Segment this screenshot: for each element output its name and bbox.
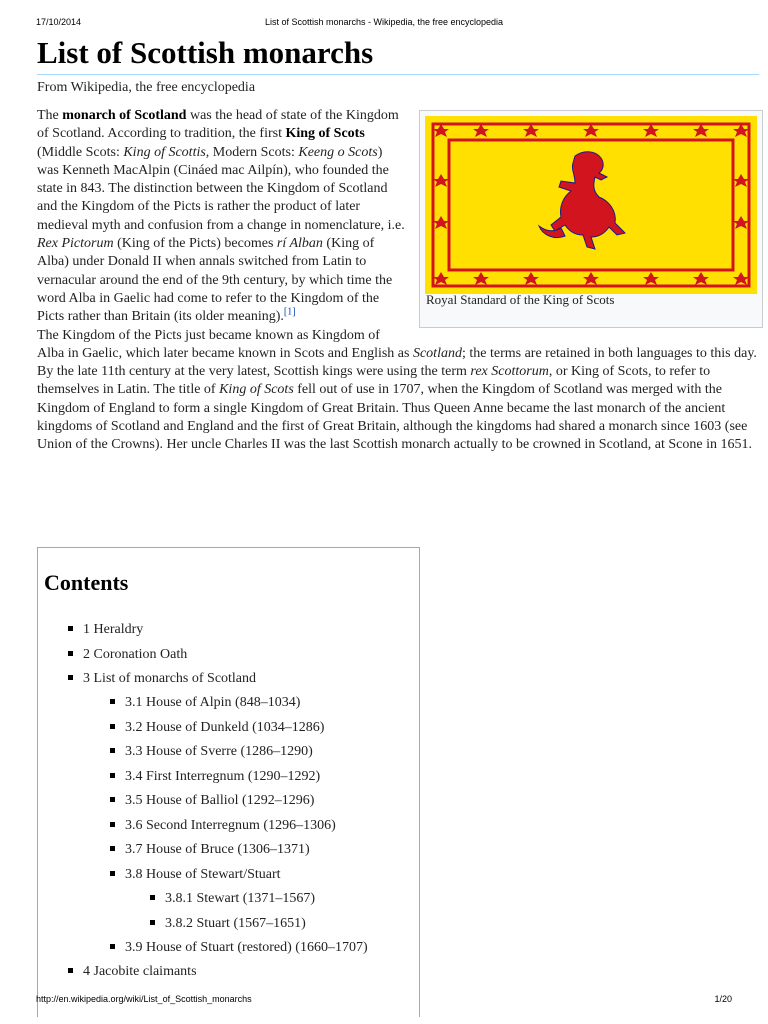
figure-caption: Royal Standard of the King of Scots <box>426 292 615 307</box>
italic-term: Rex Pictorum <box>37 236 114 252</box>
page-title: List of Scottish monarchs <box>37 36 759 75</box>
article-content <box>37 35 759 979</box>
bullet-icon <box>110 773 115 778</box>
print-page-title: List of Scottish monarchs - Wikipedia, the free encyclopedia <box>264 17 504 27</box>
italic-term: King of Scots <box>219 382 294 398</box>
text-run: , Modern Scots: <box>205 144 299 160</box>
toc-title: Contents <box>44 570 129 595</box>
bullet-icon <box>68 675 73 680</box>
print-page-number: 1/20 <box>714 994 732 1004</box>
text-run: The Kingdom of the Picts just became known as Kingdom of Alba in Gaelic, which later became known in Scots and English as <box>37 327 413 361</box>
italic-term: rí Alban <box>276 236 323 252</box>
royal-standard-figure <box>419 110 763 328</box>
bullet-icon <box>110 797 115 802</box>
bold-term-monarch-of-scotland: monarch of Scotland <box>62 108 187 123</box>
toc-item[interactable] <box>110 719 324 737</box>
toc-item-label[interactable]: 3.9 House of Stuart (restored) (1660–1707) <box>125 940 368 955</box>
table-of-contents <box>37 547 420 1017</box>
italic-term: Keeng o Scots <box>298 144 378 160</box>
text-run: , or King of Scots, to refer to themselves in Latin. The title of <box>37 364 711 398</box>
bullet-icon <box>110 846 115 851</box>
second-paragraph <box>37 327 759 455</box>
bullet-icon <box>68 968 73 973</box>
text-run: ) was Kenneth MacAlpin (Cináed mac Ailpín), who founded the state in 843. The distinction between the Kingdom of Scotland and the Kingdom of the Picts is rather the product of later medieval myth and confusion from a change in nomenclature, i.e. <box>37 144 405 233</box>
bullet-icon <box>110 699 115 704</box>
bullet-icon <box>110 724 115 729</box>
toc-item[interactable] <box>110 841 310 859</box>
bullet-icon <box>150 920 155 925</box>
toc-item-label[interactable]: 3.5 House of Balliol (1292–1296) <box>125 793 315 808</box>
italic-term: Scotland <box>412 345 462 361</box>
toc-item[interactable] <box>110 939 368 957</box>
intro-section <box>37 107 759 455</box>
text-run: ; the terms are retained in both languages to this day. By the late 11th century at the very latest, Scottish kings were using the term <box>37 345 757 380</box>
text-run: (King of Alba) under Donald II when annals switched from Latin to vernacular around the end of the 9th century, by which time the word Alba in Gaelic had come to refer to the Kingdom of the Picts rather than Britain (its older meaning). <box>37 236 393 325</box>
toc-item-label[interactable]: 3.1 House of Alpin (848–1034) <box>125 695 301 710</box>
print-header <box>0 17 768 29</box>
italic-term: King of Scottis <box>123 144 206 160</box>
toc-item[interactable] <box>68 670 256 688</box>
royal-standard-flag-image[interactable] <box>425 116 757 294</box>
toc-item-label[interactable]: 4 Jacobite claimants <box>83 964 197 979</box>
text-run: The <box>37 108 63 123</box>
toc-item[interactable] <box>110 866 281 884</box>
toc-item-label[interactable]: 3.7 House of Bruce (1306–1371) <box>125 842 310 857</box>
bullet-icon <box>68 626 73 631</box>
citation-link[interactable]: [1] <box>283 306 296 318</box>
toc-item-label[interactable]: 3.4 First Interregnum (1290–1292) <box>125 769 321 784</box>
toc-item[interactable] <box>110 694 300 712</box>
italic-term: rex Scottorum <box>470 364 549 380</box>
print-footer <box>0 994 768 1006</box>
toc-item-label[interactable]: 2 Coronation Oath <box>83 647 188 662</box>
toc-item[interactable] <box>150 915 306 933</box>
toc-item-label[interactable]: 3.8.1 Stewart (1371–1567) <box>165 891 316 906</box>
toc-item-label[interactable]: 3 List of monarchs of Scotland <box>83 671 257 686</box>
bullet-icon <box>68 651 73 656</box>
toc-item[interactable] <box>110 768 320 786</box>
bullet-icon <box>110 944 115 949</box>
toc-item[interactable] <box>68 646 187 664</box>
bullet-icon <box>110 748 115 753</box>
toc-item[interactable] <box>110 743 313 761</box>
text-run: was the head of state of the Kingdom of Scotland. According to tradition, the first <box>37 108 399 142</box>
text-run: fell out of use in 1707, when the Kingdom of Scotland was merged with the Kingdom of England to form a single Kingdom of Great Britain. Thus Queen Anne became the last monarch of the ancient kingdoms of Scotland and England and the first of Great Britain, although the kingdoms had shared a monarch since 1603 (see Union of the Crowns). Her uncle Charles II was the last Scottish monarch actually to be crowned in Scotland, at Scone in 1651. <box>37 382 752 453</box>
site-tagline: From Wikipedia, the free encyclopedia <box>37 80 256 95</box>
toc-item[interactable] <box>68 963 197 981</box>
toc-item[interactable] <box>110 792 314 810</box>
toc-item-label[interactable]: 3.8.2 Stuart (1567–1651) <box>165 916 306 931</box>
bullet-icon <box>110 822 115 827</box>
bullet-icon <box>150 895 155 900</box>
toc-item[interactable] <box>150 890 315 908</box>
text-run: (Middle Scots: <box>37 144 124 160</box>
toc-item-label[interactable]: 3.3 House of Sverre (1286–1290) <box>125 744 313 759</box>
toc-item-label[interactable]: 1 Heraldry <box>83 622 144 637</box>
toc-item-label[interactable]: 3.6 Second Interregnum (1296–1306) <box>125 818 336 833</box>
toc-item-label[interactable]: 3.2 House of Dunkeld (1034–1286) <box>125 720 325 735</box>
bold-term-king-of-scots: King of Scots <box>285 126 365 142</box>
print-url: http://en.wikipedia.org/wiki/List_of_Scottish_monarchs <box>36 994 252 1004</box>
text-run: (King of the Picts) becomes <box>113 236 277 252</box>
bullet-icon <box>110 871 115 876</box>
print-date: 17/10/2014 <box>36 17 82 27</box>
toc-item-label[interactable]: 3.8 House of Stewart/Stuart <box>125 867 281 882</box>
toc-item[interactable] <box>110 817 336 835</box>
toc-item[interactable] <box>68 621 143 639</box>
